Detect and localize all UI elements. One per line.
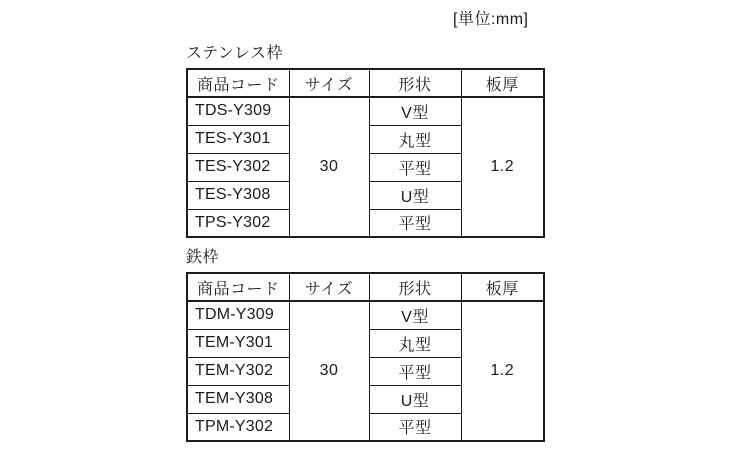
col-header-product-code: 商品コード [187,69,289,97]
thickness-cell: 1.2 [461,301,544,441]
size-cell: 30 [289,97,369,237]
col-header-thickness: 板厚 [461,69,544,97]
product-code-cell: TEM-Y302 [187,357,289,385]
product-code-cell: TDM-Y309 [187,301,289,329]
header-row [187,273,544,301]
iron-frame-section [186,248,544,442]
product-code-cell: TEM-Y301 [187,329,289,357]
iron-frame-table [186,272,545,442]
table-row [187,97,544,125]
shape-cell: 平型 [369,413,461,441]
col-header-shape: 形状 [369,69,461,97]
col-header-shape: 形状 [369,273,461,301]
product-code-cell: TPM-Y302 [187,413,289,441]
unit-label: [単位:mm] [453,11,529,28]
product-code-cell: TEM-Y308 [187,385,289,413]
product-code-cell: TES-Y301 [187,125,289,153]
product-code-cell: TES-Y302 [187,153,289,181]
shape-cell: 丸型 [369,329,461,357]
shape-cell: 平型 [369,209,461,237]
col-header-product-code: 商品コード [187,273,289,301]
shape-cell: V型 [369,301,461,329]
shape-cell: U型 [369,181,461,209]
shape-cell: V型 [369,97,461,125]
col-header-size: サイズ [289,69,369,97]
shape-cell: U型 [369,385,461,413]
shape-cell: 平型 [369,357,461,385]
table-row [187,301,544,329]
shape-cell: 平型 [369,153,461,181]
col-header-size: サイズ [289,273,369,301]
size-cell: 30 [289,301,369,441]
product-code-cell: TPS-Y302 [187,209,289,237]
header-row [187,69,544,97]
stainless-frame-section [186,44,544,238]
product-code-cell: TDS-Y309 [187,97,289,125]
col-header-thickness: 板厚 [461,273,544,301]
shape-cell: 丸型 [369,125,461,153]
product-code-cell: TES-Y308 [187,181,289,209]
stainless-frame-table [186,68,545,238]
thickness-cell: 1.2 [461,97,544,237]
table-title-stainless: ステンレス枠 [186,45,284,62]
table-title-iron: 鉄枠 [186,249,220,266]
